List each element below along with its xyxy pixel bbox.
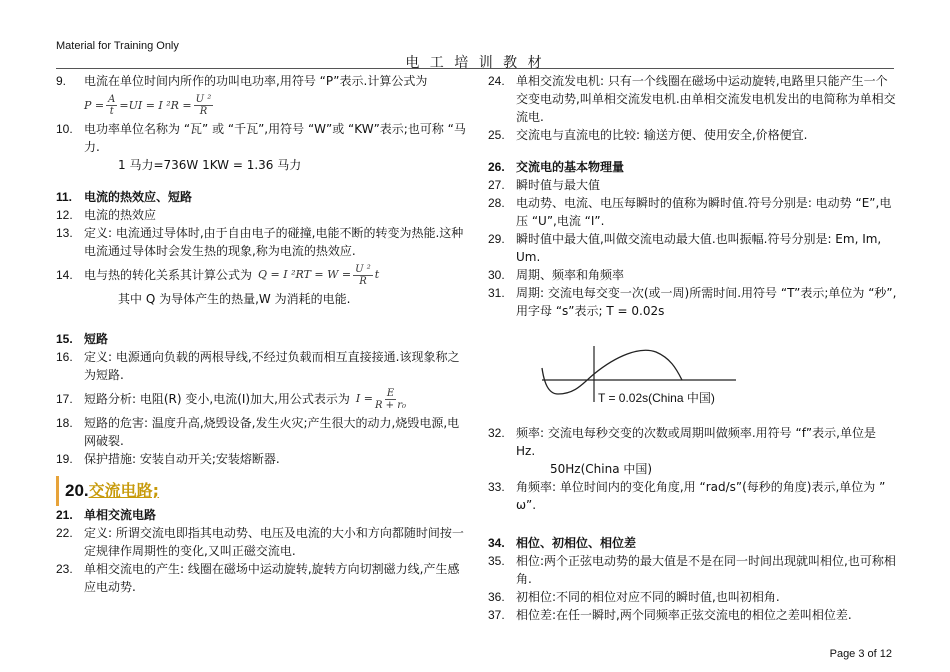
- item-26: 26. 交流电的基本物理量: [488, 160, 625, 174]
- header-rule: [56, 68, 894, 69]
- header-left-text: Material for Training Only: [56, 40, 179, 52]
- wave-curve: [542, 350, 682, 394]
- item-35: 35. 相位:两个正弦电动势的最大值是不是在同一时间出现就叫相位,也可称相角.: [488, 554, 896, 586]
- item-32: 32. 频率: 交流电每秒交变的次数或周期叫做频率.用符号 “f”表示,单位是 Hz.: [488, 426, 876, 458]
- item-29: 29. 瞬时值中最大值,叫做交流电动最大值.也叫振幅.符号分别是: Em, Im, Um.: [488, 232, 882, 264]
- item-22: 22. 定义: 所谓交流电即指其电动势、电压及电流的大小和方向都随时间按一定规律作周期性的变化,又叫正磁交流电.: [56, 526, 464, 558]
- sine-wave-diagram: [536, 342, 776, 406]
- item-25: 25. 交流电与直流电的比较: 输送方便、使用安全,价格便宜.: [488, 128, 808, 142]
- item-34: 34. 相位、初相位、相位差: [488, 536, 637, 550]
- item-23: 23. 单相交流电的产生: 线圈在磁场中运动旋转,旋转方向切割磁力线,产生感应电动势.: [56, 562, 460, 594]
- formula-power: P = $\frac{A}{t}$ =UI = I ²R = $\frac{\text{U ²}}{R}$: [84, 93, 212, 117]
- item-11: 11. 电流的热效应、短路: [56, 190, 193, 204]
- heat-note: 其中 Q 为导体产生的热量,W 为消耗的电能.: [118, 292, 351, 306]
- item-28: 28. 电动势、电流、电压每瞬时的值称为瞬时值.符号分别是: 电动势 “E”,电压 “U”,电流 “I”.: [488, 196, 892, 228]
- item-21: 21. 单相交流电路: [56, 508, 157, 522]
- left-column: [56, 72, 466, 596]
- horsepower-line: 1 马力=736W 1KW = 1.36 马力: [118, 158, 302, 172]
- frequency-china: 50Hz(China 中国): [550, 462, 653, 476]
- item-30: 30. 周期、频率和角频率: [488, 268, 625, 282]
- section-heading-ac-circuit: 20.交流电路;: [56, 476, 466, 506]
- item-13: 13. 定义: 电流通过导体时,由于自由电子的碰撞,电能不断的转变为热能.这种电流通过导体时会发生热的现象,称为电流的热效应.: [56, 226, 464, 258]
- page-number: Page 3 of 12: [829, 648, 892, 660]
- item-19: 19. 保护措施: 安装自动开关;安装熔断器.: [56, 452, 280, 466]
- right-column: [488, 72, 898, 624]
- item-12: 12. 电流的热效应: [56, 208, 157, 222]
- item-31: 31. 周期: 交流电每交变一次(或一周)所需时间.用符号 “T”表示;单位为 “秒”,用字母 “s”表示; T = 0.02s: [488, 286, 897, 318]
- item-14: 14. 电与热的转化关系其计算公式为 Q = I ²RT = W = $\frac{\text{U ²}}{R}$ t: [56, 263, 380, 287]
- item-37: 37. 相位差:在任一瞬时,两个同频率正弦交流电的相位之差叫相位差.: [488, 608, 852, 622]
- item-27: 27. 瞬时值与最大值: [488, 178, 601, 192]
- item-9: 9. 电流在单位时间内所作的功叫电功率,用符号 “P”表示.计算公式为: [56, 74, 428, 88]
- formula-heat: Q = I ²RT = W = $\frac{\text{U ²}}{R}$ t: [258, 263, 380, 287]
- item-18: 18. 短路的危害: 温度升高,烧毁设备,发生火灾;产生很大的动力,烧毁电源,电网破裂.: [56, 416, 460, 448]
- item-36: 36. 初相位:不同的相位对应不同的瞬时值,也叫初相角.: [488, 590, 780, 604]
- header-title: 电 工 培 训 教 材: [405, 55, 545, 71]
- item-16: 16. 定义: 电源通向负载的两根导线,不经过负载而相互直接接通.该现象称之为短路.: [56, 350, 460, 382]
- item-15: 15. 短路: [56, 332, 109, 346]
- item-24: 24. 单相交流发电机: 只有一个线圈在磁场中运动旋转,电路里只能产生一个交变电动势,叫单相交流发电机.由单相交流发电机发出的电简称为单相交流电.: [488, 74, 896, 124]
- wave-period-label: T = 0.02s(China 中国): [598, 391, 715, 405]
- item-33: 33. 角频率: 单位时间内的变化角度,用 “rad/s”(每秒的角度)表示,单位为 ” ω”.: [488, 480, 886, 512]
- formula-short-circuit: I = $\frac{E}{\text{R + r₀}}$: [355, 387, 407, 411]
- item-10: 10. 电功率单位名称为 “瓦” 或 “千瓦”,用符号 “W”或 “KW”表示;也可称 “马力.: [56, 122, 466, 154]
- item-17: 17. 短路分析: 电阻(R) 变小,电流(I)加大,用公式表示为 I = $\frac{E}{\text{R + r₀}}$: [56, 387, 407, 411]
